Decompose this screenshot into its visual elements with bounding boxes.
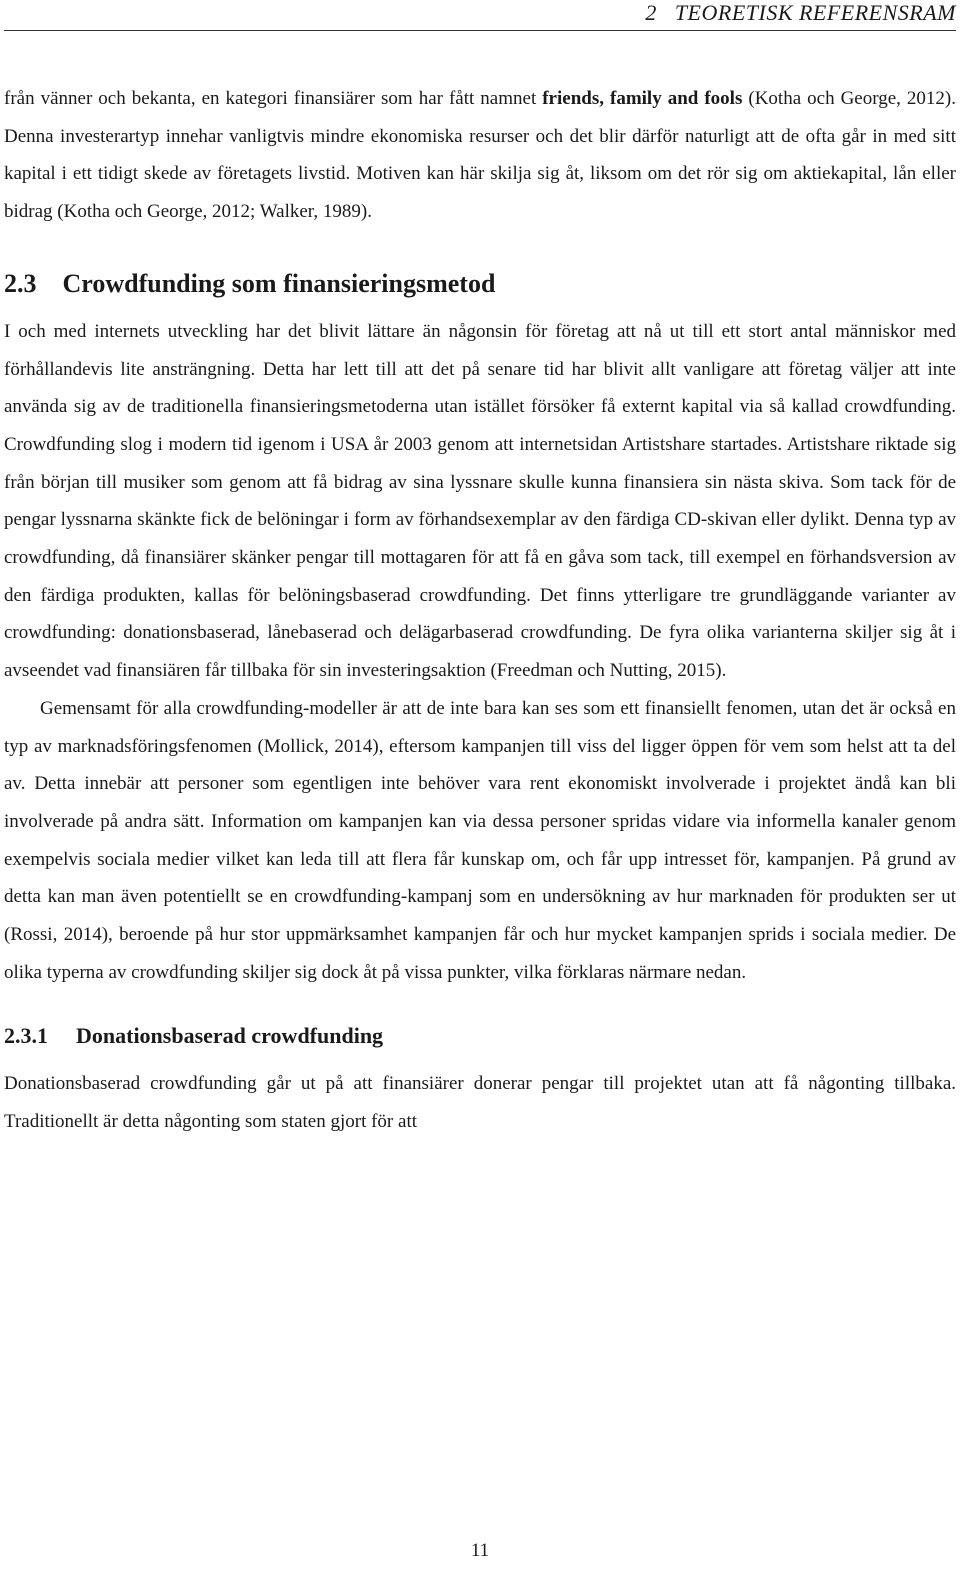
subsection-number: 2.3.1: [4, 1023, 48, 1049]
paragraph-crowdfunding-intro: I och med internets utveckling har det blivit lättare än någonsin för företag att nå ut till ett stort antal människor med förhållandevis lite ansträngning. Detta har lett till att det på senare tid har blivit allt vanligare att företag väljer att inte använda sig av de traditionella finansieringsmetoderna utan istället försöker få externt kapital via så kallad crowdfunding. Crowdfunding slog i modern tid igenom i USA år 2003 genom att internetsidan Artistshare startades. Artistshare riktade sig från början till musiker som genom att få bidrag av sina lyssnare skulle kunna finansiera sin nästa skiva. Som tack för de pengar lyssnarna skänkte fick de belöningar i form av förhandsexemplar av den färdiga CD-skivan eller dylikt. Denna typ av crowdfunding, då finansiärer skänker pengar till mottagaren för att få en gåva som tack, till exempel en förhandsversion av den färdiga produkten, kallas för belöningsbaserad crowdfunding. Det finns ytterligare tre grundläggande varianter av crowdfunding: donationsbaserad, lånebaserad och delägarbaserad crowdfunding. De fyra olika varianterna skiljer sig åt i avseendet vad finansiären får tillbaka för sin investeringsaktion (Freedman och Nutting, 2015).: [4, 320, 956, 682]
term-friends-family-fools: friends, family and fools: [542, 88, 743, 109]
page-content: [4, 80, 956, 1141]
section-heading-crowdfunding: [4, 267, 956, 301]
paragraph-funding-sources: [4, 80, 956, 231]
section-number: 2.3: [4, 268, 37, 298]
section-title: Crowdfunding som finansieringsmetod: [62, 268, 496, 298]
subsection-title: Donationsbaserad crowdfunding: [76, 1023, 384, 1049]
subsection-heading-donation: [4, 1021, 956, 1051]
paragraph-donation-crowdfunding: Donationsbaserad crowdfunding går ut på att finansiärer donerar pengar till projektet utan att få någonting tillbaka. Traditionellt är detta någonting som staten gjort för att: [4, 1073, 956, 1133]
running-header: [4, 0, 956, 31]
paragraph-crowdfunding-marketing: Gemensamt för alla crowdfunding-modeller är att de inte bara kan ses som ett finansiellt fenomen, utan det är också en typ av marknadsföringsfenomen (Mollick, 2014), eftersom kampanjen till viss del ligger öppen för vem som helst att ta del av. Detta innebär att personer som egentligen inte behöver vara rent ekonomiskt involverade i projektet ändå kan bli involverade på andra sätt. Information om kampanjen kan via dessa personer spridas vidare via informella kanaler genom exempelvis sociala medier vilket kan leda till att flera får kunskap om, och får upp intresset för, kampanjen. På grund av detta kan man även potentiellt se en crowdfunding-kampanj som en undersökning av hur marknaden för produkten ser ut (Rossi, 2014), beroende på hur stor uppmärksamhet kampanjen får och hur mycket kampanjen sprids i sociala medier. De olika typerna av crowdfunding skiljer sig dock åt på vissa punkter, vilka förklaras närmare nedan.: [4, 697, 956, 983]
page-number: 11: [470, 1540, 490, 1561]
paragraph-text: från vänner och bekanta, en kategori finansiärer som har fått namnet: [4, 88, 543, 109]
running-header-title: 2 TEORETISK REFERENSRAM: [645, 0, 956, 25]
paragraph-text: (Kotha och George, 2012). Denna investerartyp innehar vanligtvis mindre ekonomiska resurser och det blir därför naturligt att de ofta går in med sitt kapital i ett tidigt skede av företagets livstid. Motiven kan här skilja sig åt, liksom om det rör sig om aktiekapital, lån eller bidrag (Kotha och George, 2012; Walker, 1989).: [4, 88, 956, 223]
